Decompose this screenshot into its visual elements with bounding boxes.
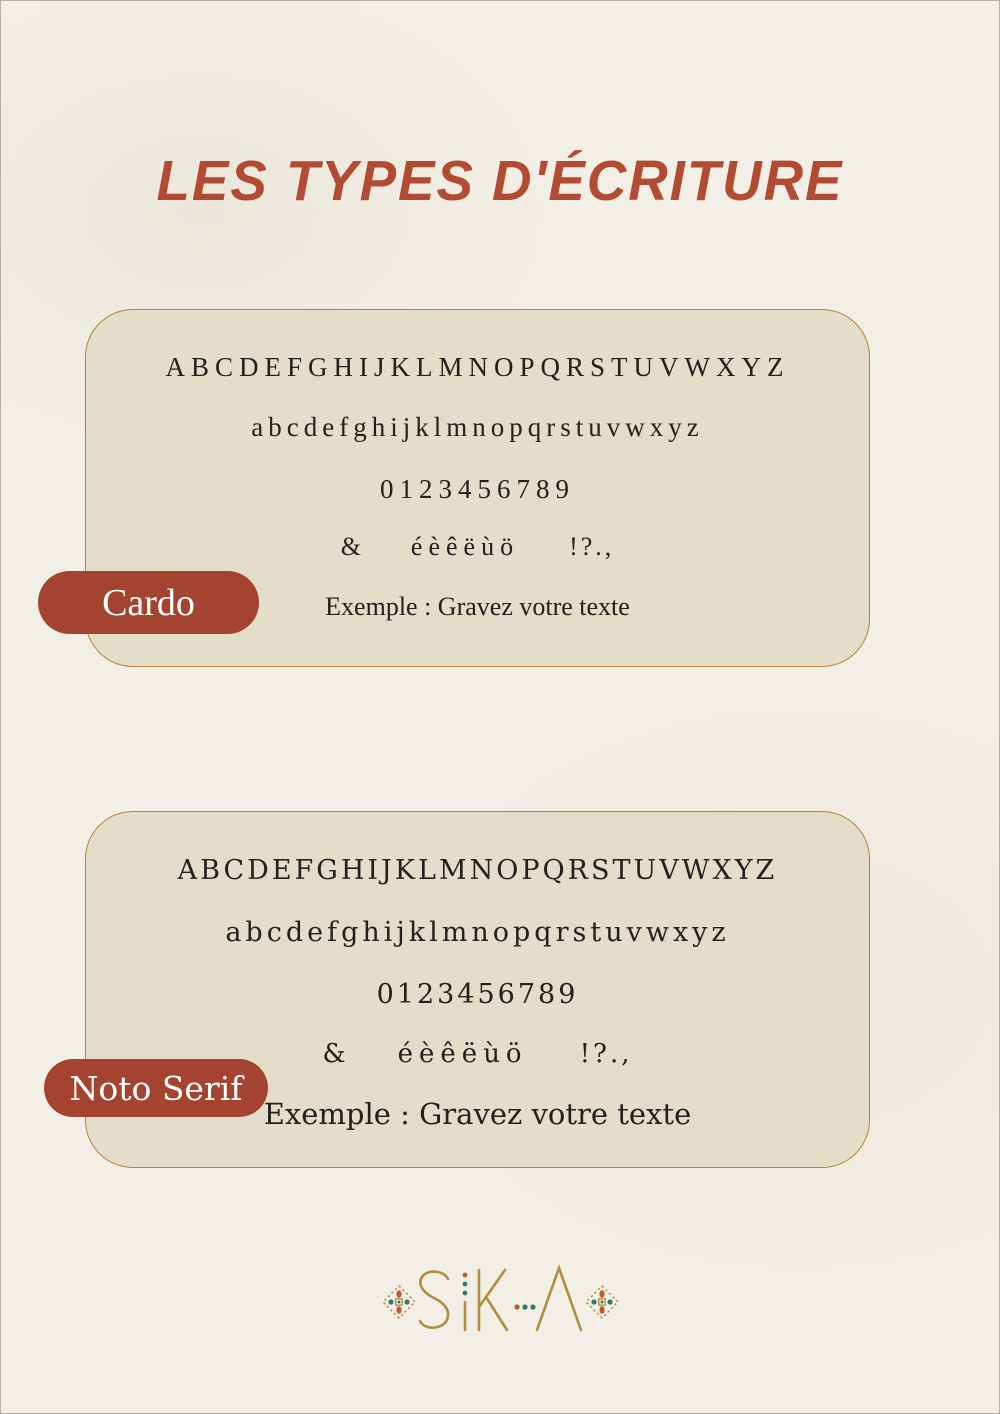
sika-logo [381, 1257, 621, 1349]
sika-logo-graphic [381, 1257, 621, 1349]
ampersand-glyph: & [322, 1039, 346, 1069]
accented-letters: éèêëùö [410, 532, 520, 561]
accented-letters: éèêëùö [397, 1039, 528, 1069]
uppercase-alphabet-row: ABCDEFGHIJKLMNOPQRSTUVWXYZ [177, 854, 778, 886]
letter-a [537, 1268, 581, 1330]
page-title: LES TYPES D'ÉCRITURE [156, 149, 844, 213]
uppercase-alphabet-row: ABCDEFGHIJKLMNOPQRSTUVWXYZ [165, 351, 790, 382]
diamond-ornament-right [586, 1286, 618, 1318]
lowercase-alphabet-row: abcdefghijklmnopqrstuvwxyz [225, 916, 730, 948]
diamond-ornament-left [383, 1286, 415, 1318]
ampersand-glyph: & [340, 532, 361, 561]
letter-s [420, 1272, 448, 1328]
digits-row: 0123456789 [376, 978, 579, 1010]
lowercase-alphabet-row: abcdefghijklmnopqrstuvwxyz [251, 411, 704, 442]
font-name-badge-cardo: Cardo [38, 571, 259, 634]
example-text: Exemple : Gravez votre texte [325, 592, 630, 621]
punctuation-glyphs: !?., [579, 1039, 633, 1069]
special-characters-row [86, 527, 869, 567]
example-text: Exemple : Gravez votre texte [263, 1097, 692, 1131]
punctuation-glyphs: !?., [569, 532, 615, 561]
font-name-badge-noto-serif: Noto Serif [44, 1059, 268, 1117]
digits-row: 0123456789 [380, 473, 575, 504]
